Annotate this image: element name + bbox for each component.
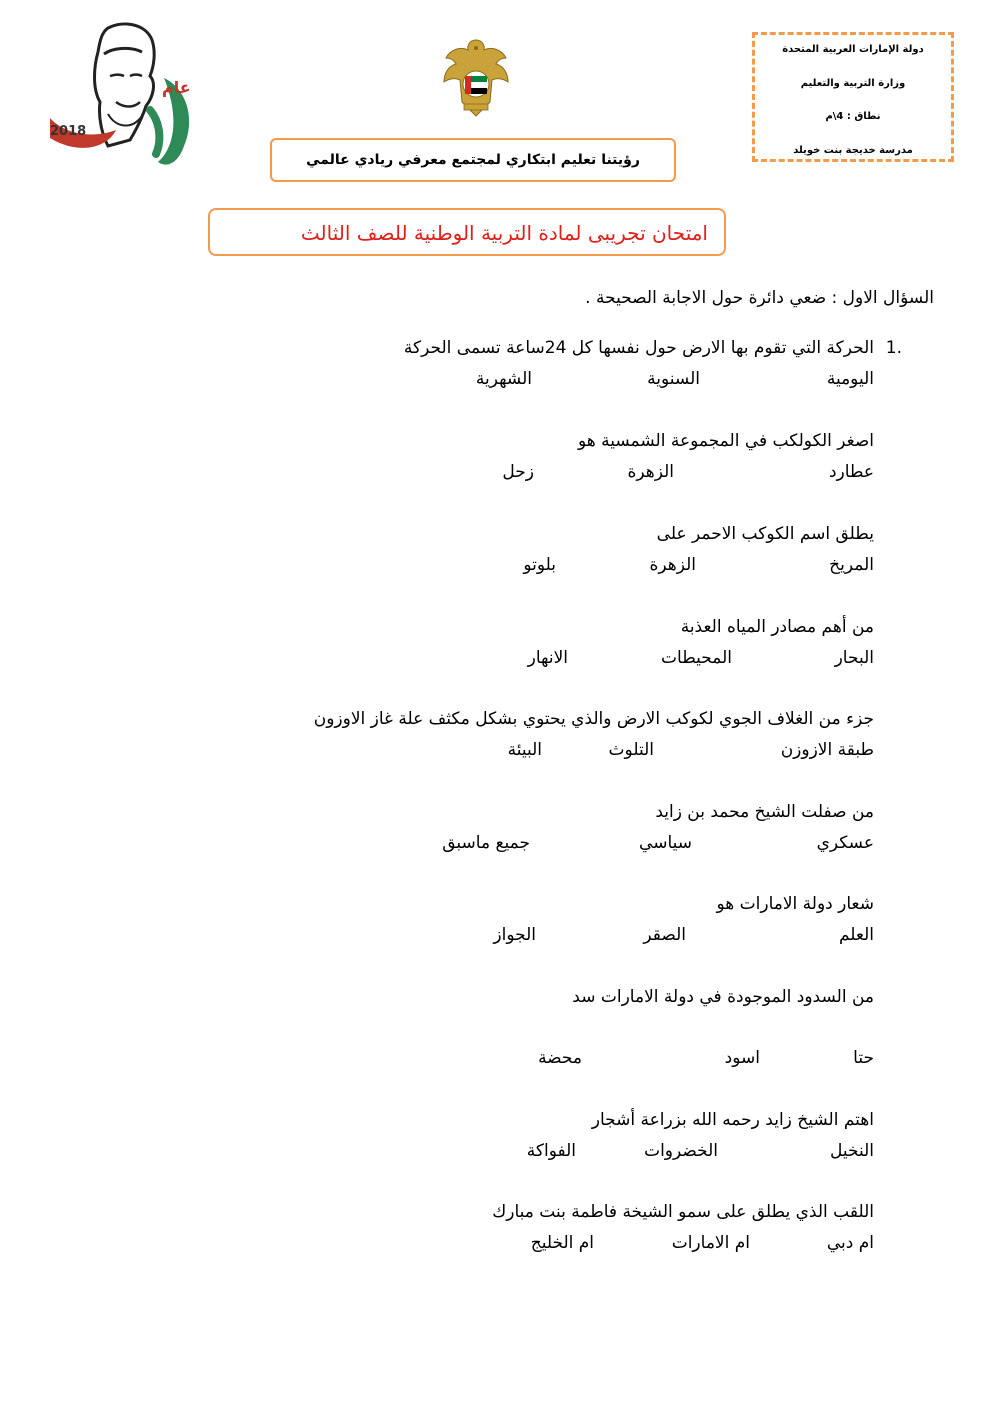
q9-option-1[interactable]: النخيل [829, 1141, 874, 1161]
q3-option-3[interactable]: بلوتو [523, 555, 556, 575]
q5-option-1[interactable]: طبقة الازوزن [780, 740, 874, 760]
q3-option-1[interactable]: المريخ [829, 555, 874, 575]
q3-option-2[interactable]: الزهرة [649, 555, 696, 575]
q1-option-2[interactable]: السنوية [647, 369, 700, 389]
uae-emblem-icon [440, 36, 512, 120]
question-4-text: من أهم مصادر المياه العذبة [680, 617, 874, 637]
question-6-text: من صفلت الشيخ محمد بن زايد [655, 802, 874, 822]
q6-option-1[interactable]: عسكري [816, 833, 874, 853]
q2-option-3[interactable]: زحل [502, 462, 534, 482]
question-7-text: شعار دولة الامارات هو [716, 894, 874, 914]
logo-am-word: عام [162, 78, 191, 97]
question-1-text: الحركة التي تقوم بها الارض حول نفسها كل 24ساعة تسمى الحركة [403, 338, 874, 358]
q1-option-1[interactable]: اليومية [826, 369, 874, 389]
q8-option-3[interactable]: محضة [538, 1048, 582, 1068]
q10-option-3[interactable]: ام الخليج [530, 1233, 594, 1253]
question-2-text: اصغر الكولكب في المجموعة الشمسية هو [577, 431, 874, 451]
question-number-1: 1. [885, 338, 902, 358]
question-8-text: من السدود الموجودة في دولة الامارات سد [572, 987, 874, 1007]
country-name: دولة الإمارات العربية المتحدة [782, 44, 924, 55]
ministry-name: وزارة التربية والتعليم [800, 78, 906, 89]
q2-option-2[interactable]: الزهرة [627, 462, 674, 482]
vision-statement: رؤيتنا تعليم ابتكاري لمجتمع معرفي ريادي عالمي [270, 138, 676, 182]
q4-option-1[interactable]: البحار [834, 648, 874, 668]
question-5-text: جزء من الغلاف الجوي لكوكب الارض والذي يحتوي بشكل مكثف علة غاز الاوزون [313, 709, 874, 729]
q9-option-2[interactable]: الخضروات [644, 1141, 718, 1161]
q4-option-3[interactable]: الانهار [527, 648, 568, 668]
q7-option-1[interactable]: العلم [838, 925, 874, 945]
question-10-text: اللقب الذي يطلق على سمو الشيخة فاطمة بنت مبارك [492, 1202, 874, 1222]
zone-label: نطاق : 4\م [825, 111, 881, 122]
q5-option-2[interactable]: التلوث [608, 740, 654, 760]
q9-option-3[interactable]: الفواكة [526, 1141, 576, 1161]
q8-option-1[interactable]: حتا [853, 1048, 874, 1068]
school-name: مدرسة خديجة بنت خويلد [793, 145, 913, 156]
ministry-header-box [752, 32, 954, 162]
zayed-year-logo [46, 18, 206, 168]
question-9-text: اهتم الشيخ زايد رحمه الله بزراعة أشجار [591, 1110, 874, 1130]
q2-option-1[interactable]: عطارد [828, 462, 874, 482]
q4-option-2[interactable]: المحيطات [661, 648, 732, 668]
q6-option-3[interactable]: جميع ماسبق [442, 833, 530, 853]
q10-option-2[interactable]: ام الامارات [671, 1233, 750, 1253]
q6-option-2[interactable]: سياسي [639, 833, 692, 853]
logo-year: 2018 [50, 124, 87, 139]
q10-option-1[interactable]: ام دبي [826, 1233, 874, 1253]
q1-option-3[interactable]: الشهرية [475, 369, 532, 389]
question-3-text: يطلق اسم الكوكب الاحمر على [656, 524, 874, 544]
q8-option-2[interactable]: اسود [724, 1048, 760, 1068]
section-instruction: السؤال الاول : ضعي دائرة حول الاجابة الصحيحة . [585, 288, 934, 308]
q5-option-3[interactable]: البيئة [507, 740, 542, 760]
q7-option-2[interactable]: الصقر [643, 925, 686, 945]
q7-option-3[interactable]: الجواز [493, 925, 536, 945]
exam-title: امتحان تجريبى لمادة التربية الوطنية للصف الثالث [208, 208, 726, 256]
